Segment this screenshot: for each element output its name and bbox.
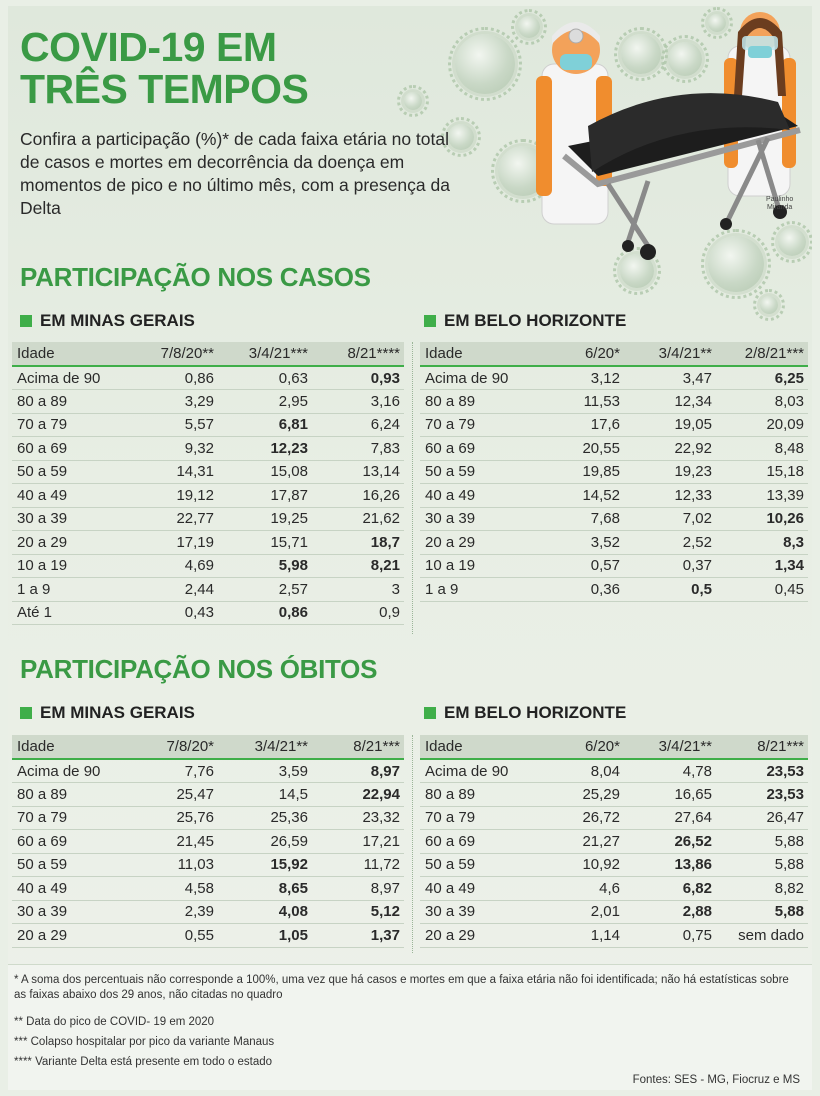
table-casos-bh	[420, 342, 808, 602]
table-row	[12, 460, 404, 484]
age-range-cell: 30 a 39	[420, 900, 532, 924]
percent-cell: 0,5	[624, 578, 716, 602]
percent-cell: 4,08	[218, 900, 312, 924]
footnote-2: ** Data do pico de COVID- 19 em 2020	[14, 1016, 215, 1028]
table-obitos-mg	[12, 735, 404, 948]
title-line-2: TRÊS TEMPOS	[20, 66, 309, 112]
percent-cell: 6,25	[716, 366, 808, 390]
table-header-row	[12, 342, 404, 366]
table-row	[12, 853, 404, 877]
percent-cell: 3,16	[312, 390, 404, 414]
percent-cell: 11,03	[124, 853, 218, 877]
table-row	[12, 437, 404, 461]
percent-cell: 0,37	[624, 554, 716, 578]
column-header-date: 3/4/21**	[624, 342, 716, 366]
column-header-date: 3/4/21***	[218, 342, 312, 366]
health-workers-illustration	[528, 6, 812, 276]
table-row	[420, 437, 808, 461]
infographic	[8, 6, 812, 1090]
percent-cell: 8,03	[716, 390, 808, 414]
table-row	[12, 759, 404, 783]
subtitle-obitos-mg: EM MINAS GERAIS	[20, 703, 195, 723]
table-row	[12, 900, 404, 924]
age-range-cell: Acima de 90	[12, 759, 124, 783]
title-line-1: COVID-19 EM	[20, 24, 277, 70]
table-row	[420, 877, 808, 901]
percent-cell: 0,36	[532, 578, 624, 602]
percent-cell: 25,36	[218, 806, 312, 830]
percent-cell: 2,57	[218, 578, 312, 602]
table-header-row	[420, 735, 808, 759]
percent-cell: 1,05	[218, 924, 312, 948]
percent-cell: 2,88	[624, 900, 716, 924]
percent-cell: 12,33	[624, 484, 716, 508]
table-row	[420, 460, 808, 484]
table-casos-mg	[12, 342, 404, 625]
table-row	[420, 390, 808, 414]
percent-cell: 10,26	[716, 507, 808, 531]
subtitle-casos-mg: EM MINAS GERAIS	[20, 311, 195, 331]
bullet-square-icon	[20, 315, 32, 327]
age-range-cell: 50 a 59	[12, 853, 124, 877]
age-range-cell: 50 a 59	[420, 460, 532, 484]
age-range-cell: 60 a 69	[420, 437, 532, 461]
percent-cell: 21,45	[124, 830, 218, 854]
percent-cell: 20,55	[532, 437, 624, 461]
percent-cell: 0,86	[218, 601, 312, 625]
table-row	[420, 759, 808, 783]
sources: Fontes: SES - MG, Fiocruz e MS	[632, 1074, 800, 1086]
percent-cell: 26,59	[218, 830, 312, 854]
age-range-cell: 20 a 29	[420, 531, 532, 555]
age-range-cell: Até 1	[12, 601, 124, 625]
percent-cell: 12,34	[624, 390, 716, 414]
percent-cell: 2,95	[218, 390, 312, 414]
percent-cell: 13,86	[624, 853, 716, 877]
table-row	[420, 924, 808, 948]
table-row	[420, 900, 808, 924]
percent-cell: 17,19	[124, 531, 218, 555]
age-range-cell: 80 a 89	[420, 390, 532, 414]
percent-cell: 25,47	[124, 783, 218, 807]
table-row	[12, 531, 404, 555]
percent-cell: 25,76	[124, 806, 218, 830]
percent-cell: sem dado	[716, 924, 808, 948]
percent-cell: 0,43	[124, 601, 218, 625]
percent-cell: 8,65	[218, 877, 312, 901]
percent-cell: 0,86	[124, 366, 218, 390]
table-obitos-bh	[420, 735, 808, 948]
age-range-cell: 1 a 9	[420, 578, 532, 602]
column-header-date: 3/4/21**	[624, 735, 716, 759]
percent-cell: 26,47	[716, 806, 808, 830]
column-header-date: 3/4/21**	[218, 735, 312, 759]
table-header-row	[420, 342, 808, 366]
age-range-cell: 40 a 49	[12, 877, 124, 901]
percent-cell: 2,44	[124, 578, 218, 602]
footnote-1: * A soma dos percentuais não corresponde a 100%, uma vez que há casos e mortes em que a faixa etária não foi identificada; não há estatísticas sobre as faixas abaixo dos 29 anos, não citadas no quadro	[14, 974, 789, 1001]
percent-cell: 1,34	[716, 554, 808, 578]
table-row	[420, 830, 808, 854]
percent-cell: 19,25	[218, 507, 312, 531]
percent-cell: 0,57	[532, 554, 624, 578]
footnotes	[8, 964, 812, 1090]
percent-cell: 18,7	[312, 531, 404, 555]
percent-cell: 5,57	[124, 413, 218, 437]
column-header-idade: Idade	[420, 735, 532, 759]
percent-cell: 0,63	[218, 366, 312, 390]
percent-cell: 15,92	[218, 853, 312, 877]
illustration-credit: Paulinho Miranda	[766, 196, 794, 211]
table-row	[12, 877, 404, 901]
column-header-date: 7/8/20**	[124, 342, 218, 366]
page-title	[20, 26, 308, 110]
percent-cell: 4,69	[124, 554, 218, 578]
percent-cell: 8,82	[716, 877, 808, 901]
age-range-cell: 30 a 39	[12, 507, 124, 531]
table-row	[12, 830, 404, 854]
intro-text: Confira a participação (%)* de cada faixa etária no total de casos e mortes em decorrência da doença em momentos de pico e no último mês, com a presença da Delta	[20, 129, 450, 218]
column-header-idade: Idade	[420, 342, 532, 366]
table-row	[12, 390, 404, 414]
percent-cell: 0,45	[716, 578, 808, 602]
percent-cell: 22,77	[124, 507, 218, 531]
percent-cell: 22,94	[312, 783, 404, 807]
percent-cell: 10,92	[532, 853, 624, 877]
percent-cell: 25,29	[532, 783, 624, 807]
column-header-date: 2/8/21***	[716, 342, 808, 366]
percent-cell: 0,75	[624, 924, 716, 948]
bullet-square-icon	[20, 707, 32, 719]
percent-cell: 5,88	[716, 853, 808, 877]
column-header-date: 8/21****	[312, 342, 404, 366]
percent-cell: 2,52	[624, 531, 716, 555]
percent-cell: 5,88	[716, 900, 808, 924]
percent-cell: 23,53	[716, 783, 808, 807]
percent-cell: 21,62	[312, 507, 404, 531]
percent-cell: 6,82	[624, 877, 716, 901]
percent-cell: 21,27	[532, 830, 624, 854]
age-range-cell: Acima de 90	[420, 759, 532, 783]
percent-cell: 15,18	[716, 460, 808, 484]
table-row	[420, 531, 808, 555]
percent-cell: 23,32	[312, 806, 404, 830]
percent-cell: 1,14	[532, 924, 624, 948]
table-row	[12, 366, 404, 390]
table-row	[420, 484, 808, 508]
age-range-cell: 50 a 59	[420, 853, 532, 877]
percent-cell: 0,93	[312, 366, 404, 390]
percent-cell: 23,53	[716, 759, 808, 783]
percent-cell: 12,23	[218, 437, 312, 461]
column-divider	[412, 735, 413, 953]
percent-cell: 6,24	[312, 413, 404, 437]
percent-cell: 20,09	[716, 413, 808, 437]
table-row	[12, 578, 404, 602]
percent-cell: 19,12	[124, 484, 218, 508]
column-header-date: 8/21***	[716, 735, 808, 759]
percent-cell: 3	[312, 578, 404, 602]
percent-cell: 8,48	[716, 437, 808, 461]
percent-cell: 3,47	[624, 366, 716, 390]
age-range-cell: 20 a 29	[420, 924, 532, 948]
virus-icon	[760, 296, 778, 314]
table-row	[420, 853, 808, 877]
age-range-cell: 50 a 59	[12, 460, 124, 484]
percent-cell: 19,23	[624, 460, 716, 484]
age-range-cell: 60 a 69	[12, 830, 124, 854]
percent-cell: 4,58	[124, 877, 218, 901]
percent-cell: 2,39	[124, 900, 218, 924]
age-range-cell: 30 a 39	[420, 507, 532, 531]
age-range-cell: 60 a 69	[12, 437, 124, 461]
age-range-cell: 20 a 29	[12, 924, 124, 948]
percent-cell: 11,53	[532, 390, 624, 414]
age-range-cell: 10 a 19	[12, 554, 124, 578]
percent-cell: 16,65	[624, 783, 716, 807]
bullet-square-icon	[424, 707, 436, 719]
percent-cell: 3,59	[218, 759, 312, 783]
percent-cell: 16,26	[312, 484, 404, 508]
age-range-cell: 70 a 79	[420, 413, 532, 437]
percent-cell: 13,14	[312, 460, 404, 484]
percent-cell: 17,87	[218, 484, 312, 508]
percent-cell: 8,3	[716, 531, 808, 555]
table-row	[12, 413, 404, 437]
age-range-cell: 40 a 49	[12, 484, 124, 508]
age-range-cell: 40 a 49	[420, 877, 532, 901]
percent-cell: 26,52	[624, 830, 716, 854]
table-row	[12, 554, 404, 578]
footnote-4: **** Variante Delta está presente em todo o estado	[14, 1056, 273, 1068]
percent-cell: 14,31	[124, 460, 218, 484]
table-row	[420, 783, 808, 807]
column-header-date: 6/20*	[532, 735, 624, 759]
percent-cell: 17,21	[312, 830, 404, 854]
section-title-obitos: PARTICIPAÇÃO NOS ÓBITOS	[20, 654, 378, 684]
table-row	[420, 806, 808, 830]
age-range-cell: 70 a 79	[420, 806, 532, 830]
table-row	[12, 924, 404, 948]
percent-cell: 14,5	[218, 783, 312, 807]
virus-icon	[455, 34, 515, 94]
bullet-square-icon	[424, 315, 436, 327]
age-range-cell: 80 a 89	[420, 783, 532, 807]
percent-cell: 3,12	[532, 366, 624, 390]
table-row	[12, 484, 404, 508]
age-range-cell: 80 a 89	[12, 783, 124, 807]
footnote-3: *** Colapso hospitalar por pico da variante Manaus	[14, 1036, 275, 1048]
percent-cell: 8,21	[312, 554, 404, 578]
age-range-cell: Acima de 90	[420, 366, 532, 390]
percent-cell: 22,92	[624, 437, 716, 461]
percent-cell: 5,12	[312, 900, 404, 924]
percent-cell: 0,9	[312, 601, 404, 625]
percent-cell: 5,88	[716, 830, 808, 854]
table-header-row	[12, 735, 404, 759]
percent-cell: 9,32	[124, 437, 218, 461]
percent-cell: 15,71	[218, 531, 312, 555]
column-header-idade: Idade	[12, 342, 124, 366]
percent-cell: 11,72	[312, 853, 404, 877]
subtitle-casos-bh: EM BELO HORIZONTE	[424, 311, 626, 331]
age-range-cell: 10 a 19	[420, 554, 532, 578]
percent-cell: 19,85	[532, 460, 624, 484]
age-range-cell: 1 a 9	[12, 578, 124, 602]
percent-cell: 15,08	[218, 460, 312, 484]
age-range-cell: 70 a 79	[12, 806, 124, 830]
table-row	[420, 578, 808, 602]
percent-cell: 13,39	[716, 484, 808, 508]
table-row	[12, 601, 404, 625]
table-row	[12, 783, 404, 807]
age-range-cell: 60 a 69	[420, 830, 532, 854]
table-row	[12, 507, 404, 531]
age-range-cell: Acima de 90	[12, 366, 124, 390]
percent-cell: 8,97	[312, 877, 404, 901]
percent-cell: 14,52	[532, 484, 624, 508]
percent-cell: 2,01	[532, 900, 624, 924]
age-range-cell: 70 a 79	[12, 413, 124, 437]
table-row	[420, 554, 808, 578]
column-header-date: 8/21***	[312, 735, 404, 759]
age-range-cell: 30 a 39	[12, 900, 124, 924]
percent-cell: 1,37	[312, 924, 404, 948]
column-header-idade: Idade	[12, 735, 124, 759]
age-range-cell: 80 a 89	[12, 390, 124, 414]
section-title-casos: PARTICIPAÇÃO NOS CASOS	[20, 262, 371, 292]
percent-cell: 5,98	[218, 554, 312, 578]
percent-cell: 26,72	[532, 806, 624, 830]
percent-cell: 7,68	[532, 507, 624, 531]
table-row	[420, 507, 808, 531]
age-range-cell: 40 a 49	[420, 484, 532, 508]
age-range-cell: 20 a 29	[12, 531, 124, 555]
table-row	[420, 413, 808, 437]
table-row	[12, 806, 404, 830]
percent-cell: 27,64	[624, 806, 716, 830]
table-row	[420, 366, 808, 390]
subtitle-obitos-bh: EM BELO HORIZONTE	[424, 703, 626, 723]
percent-cell: 8,97	[312, 759, 404, 783]
percent-cell: 7,02	[624, 507, 716, 531]
column-header-date: 6/20*	[532, 342, 624, 366]
percent-cell: 3,52	[532, 531, 624, 555]
percent-cell: 3,29	[124, 390, 218, 414]
percent-cell: 4,6	[532, 877, 624, 901]
percent-cell: 8,04	[532, 759, 624, 783]
percent-cell: 6,81	[218, 413, 312, 437]
percent-cell: 0,55	[124, 924, 218, 948]
percent-cell: 4,78	[624, 759, 716, 783]
percent-cell: 7,76	[124, 759, 218, 783]
column-header-date: 7/8/20*	[124, 735, 218, 759]
column-divider	[412, 342, 413, 634]
percent-cell: 19,05	[624, 413, 716, 437]
percent-cell: 7,83	[312, 437, 404, 461]
virus-icon	[404, 92, 422, 110]
percent-cell: 17,6	[532, 413, 624, 437]
